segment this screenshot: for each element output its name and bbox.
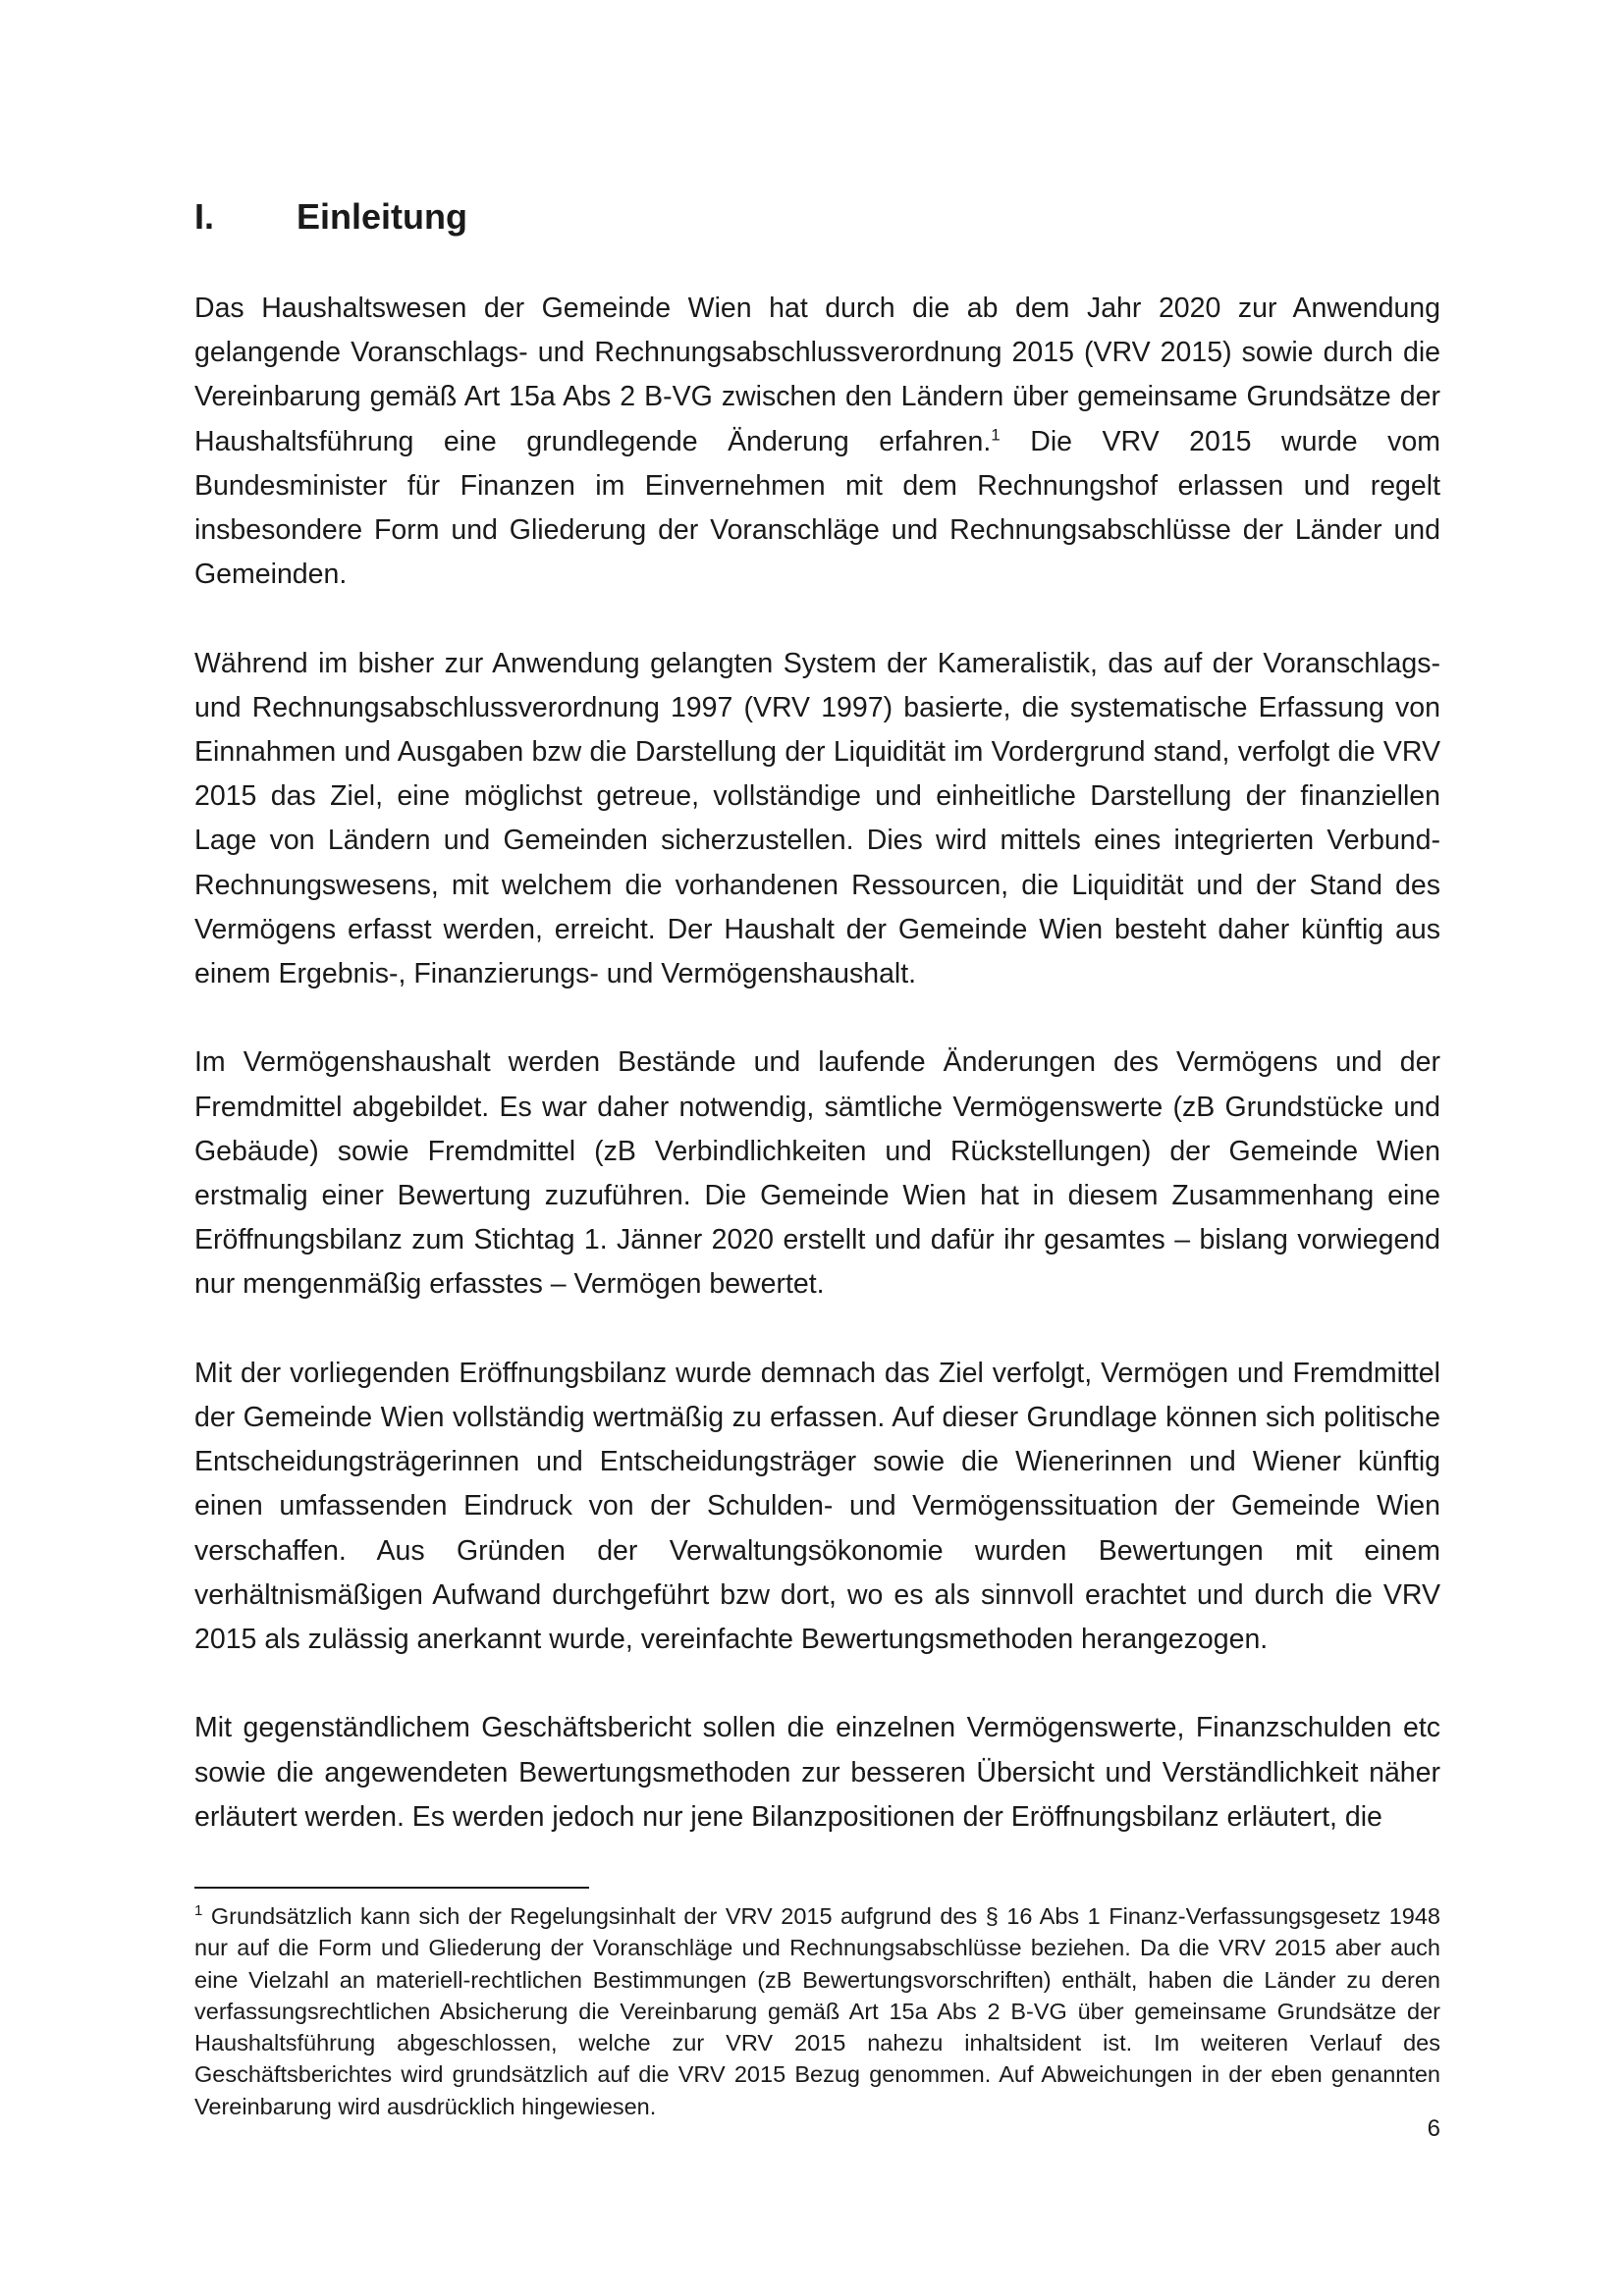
footnote-reference[interactable]: 1 [991,425,1001,445]
page-number: 6 [1427,2115,1440,2142]
section-number: I. [194,196,215,237]
section-title: Einleitung [297,196,467,237]
section-heading [194,196,467,238]
paragraph-text: Die VRV 2015 wurde vom Bundesminister für Finanzen im Einvernehmen mit dem Rechnungshof erlassen und regelt insbesondere Form und Gliederung der Voranschläge und Rechnungsabschlüsse der Länder und Gemeinden. [194,425,1440,591]
footnote-text: Grundsätzlich kann sich der Regelungsinhalt der VRV 2015 aufgrund des § 16 Abs 1 Finanz-Verfassungsgesetz 1948 nur auf die Form und Gliederung der Voranschläge und Rechnungsabschlüsse beziehen. Da die VRV 2015 aber auch eine Vielzahl an materiell-rechtlichen Bestimmungen (zB Bewertungsvorschriften) enthält, haben die Länder zu deren verfassungsrechtlichen Absicherung die Vereinbarung gemäß Art 15a Abs 2 B-VG über gemeinsame Grundsätze der Haushaltsführung abgeschlossen, welche zur VRV 2015 nahezu inhaltsident ist. Im weiteren Verlauf des Geschäftsberichtes wird grundsätzlich auf die VRV 2015 Bezug genommen. Auf Abweichungen in der eben genannten Vereinbarung wird ausdrücklich hingewiesen. [194,1903,1440,2119]
footnote [194,1900,1440,2122]
paragraph: Mit gegenständlichem Geschäftsbericht sollen die einzelnen Vermögenswerte, Finanzschulden etc sowie die angewendeten Bewertungsmethoden zur besseren Übersicht und Verständlichkeit näher erläutert werden. Es werden jedoch nur jene Bilanzpositionen der Eröffnungsbilanz erläutert, die [194,1712,1440,1833]
footnote-marker: 1 [194,1902,203,1920]
paragraph: Mit der vorliegenden Eröffnungsbilanz wurde demnach das Ziel verfolgt, Vermögen und Fremdmittel der Gemeinde Wien vollständig wertmäßig zu erfassen. Auf dieser Grundlage können sich politische Entscheidungsträgerinnen und Entscheidungsträger sowie die Wienerinnen und Wiener künftig einen umfassenden Eindruck von der Schulden- und Vermögenssituation der Gemeinde Wien verschaffen. Aus Gründen der Verwaltungsökonomie wurden Bewertungen mit einem verhältnismäßigen Aufwand durchgeführt bzw dort, wo es als sinnvoll erachtet und durch die VRV 2015 als zulässig anerkannt wurde, vereinfachte Bewertungsmethoden herangezogen. [194,1357,1440,1656]
paragraph: Im Vermögenshaushalt werden Bestände und laufende Änderungen des Vermögens und der Fremdmittel abgebildet. Es war daher notwendig, sämtliche Vermögenswerte (zB Grundstücke und Gebäude) sowie Fremdmittel (zB Verbindlichkeiten und Rückstellungen) der Gemeinde Wien erstmalig einer Bewertung zuzuführen. Die Gemeinde Wien hat in diesem Zusammenhang eine Eröffnungsbilanz zum Stichtag 1. Jänner 2020 erstellt und dafür ihr gesamtes – bislang vorwiegend nur mengenmäßig erfasstes – Vermögen bewertet. [194,1046,1440,1301]
paragraph [194,287,1440,597]
body-text [194,287,1440,1840]
footnote-separator [194,1887,589,1889]
paragraph: Während im bisher zur Anwendung gelangten System der Kameralistik, das auf der Voranschlags- und Rechnungsabschlussverordnung 1997 (VRV 1997) basierte, die systematische Erfassung von Einnahmen und Ausgaben bzw die Darstellung der Liquidität im Vordergrund stand, verfolgt die VRV 2015 das Ziel, eine möglichst getreue, vollständige und einheitliche Darstellung der finanziellen Lage von Ländern und Gemeinden sicherzustellen. Dies wird mittels eines integrierten Verbund-Rechnungswesens, mit welchem die vorhandenen Ressourcen, die Liquidität und der Stand des Vermögens erfasst werden, erreicht. Der Haushalt der Gemeinde Wien besteht daher künftig aus einem Ergebnis-, Finanzierungs- und Vermögenshaushalt. [194,647,1440,990]
paragraph-text: Das Haushaltswesen der Gemeinde Wien hat durch die ab dem Jahr 2020 zur Anwendung gelangende Voranschlags- und Rechnungsabschlussverordnung 2015 (VRV 2015) sowie durch die Vereinbarung gemäß Art 15a Abs 2 B-VG zwischen den Ländern über gemeinsame Grundsätze der Haushaltsführung eine grundlegende Änderung erfahren. [194,293,1440,457]
